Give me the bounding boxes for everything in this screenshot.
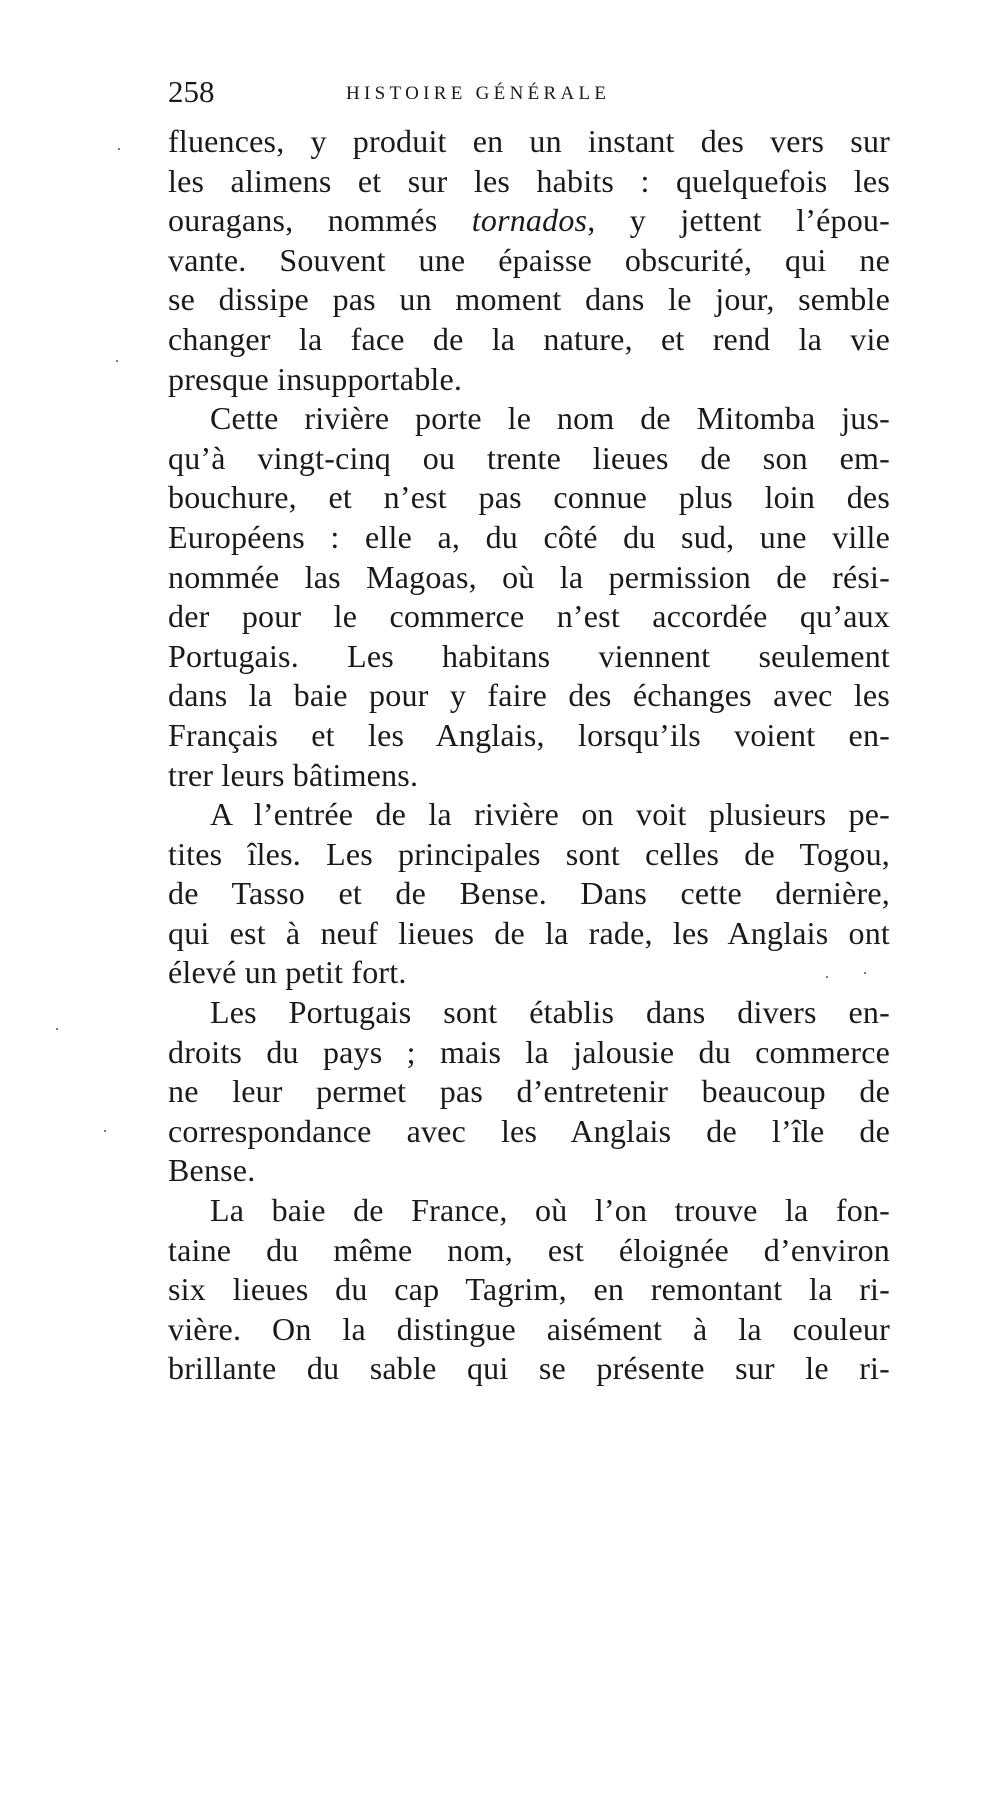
- text-line: Les Portugais sont établis dans divers en-: [210, 994, 890, 1031]
- text-line: qui est à neuf lieues de la rade, les Anglais ont: [168, 914, 890, 951]
- text-line: changer la face de la nature, et rend la vie: [168, 320, 890, 357]
- text-segment: ouragans, nommés: [168, 202, 472, 239]
- text-line: brillante du sable qui se présente sur le ri-: [168, 1350, 890, 1387]
- page-number: 258: [168, 74, 215, 109]
- italic-word: tornados: [471, 202, 588, 239]
- text-line: [168, 201, 890, 241]
- text-line: dans la baie pour y faire des échanges avec les: [168, 677, 890, 714]
- text-line: correspondance avec les Anglais de l’île de: [168, 1112, 890, 1149]
- text-line: A l’entrée de la rivière on voit plusieurs pe-: [210, 796, 890, 833]
- paper-speck: [56, 1028, 58, 1030]
- text-line: Français et les Anglais, lorsqu’ils voient en-: [168, 716, 890, 753]
- paper-speck: [104, 1130, 106, 1132]
- text-line: les alimens et sur les habits : quelquefois les: [168, 162, 890, 199]
- text-line: qu’à vingt-cinq ou trente lieues de son em-: [168, 439, 890, 476]
- text-line: fluences, y produit en un instant des vers sur: [168, 123, 890, 159]
- text-line: trer leurs bâtimens.: [168, 756, 419, 793]
- text-line: bouchure, et n’est pas connue plus loin des: [168, 479, 890, 516]
- text-line: La baie de France, où l’on trouve la fon-: [210, 1192, 890, 1229]
- text-line: se dissipe pas un moment dans le jour, semble: [168, 281, 890, 318]
- text-line: tites îles. Les principales sont celles de Togou,: [168, 835, 890, 872]
- running-title: HISTOIRE GÉNÉRALE: [346, 83, 611, 104]
- text-line: presque insupportable.: [168, 360, 463, 397]
- body-text: [168, 122, 890, 1389]
- text-line: Bense.: [168, 1152, 256, 1189]
- text-line: droits du pays ; mais la jalousie du commerce: [168, 1033, 890, 1070]
- text-line: ne leur permet pas d’entretenir beaucoup de: [168, 1073, 890, 1110]
- paper-speck: [864, 972, 866, 974]
- text-line: Portugais. Les habitans viennent seulement: [168, 637, 890, 674]
- text-line: vière. On la distingue aisément à la couleur: [168, 1310, 890, 1347]
- text-segment: , y jettent l’épou-: [587, 202, 890, 239]
- text-line: vante. Souvent une épaisse obscurité, qui ne: [168, 241, 890, 278]
- paper-speck: [118, 148, 120, 150]
- text-line: nommée las Magoas, où la permission de rési-: [168, 558, 890, 595]
- text-line: Européens : elle a, du côté du sud, une ville: [168, 518, 890, 555]
- text-line: six lieues du cap Tagrim, en remontant la ri-: [168, 1271, 890, 1308]
- text-line: élevé un petit fort.: [168, 954, 407, 991]
- text-line: Cette rivière porte le nom de Mitomba jus-: [210, 400, 890, 437]
- text-line: der pour le commerce n’est accordée qu’aux: [168, 598, 890, 635]
- paper-speck: [116, 360, 118, 362]
- paper-speck: [826, 976, 828, 978]
- running-head: [168, 72, 890, 112]
- text-line: taine du même nom, est éloignée d’environ: [168, 1231, 890, 1268]
- text-line: de Tasso et de Bense. Dans cette dernière,: [168, 875, 890, 912]
